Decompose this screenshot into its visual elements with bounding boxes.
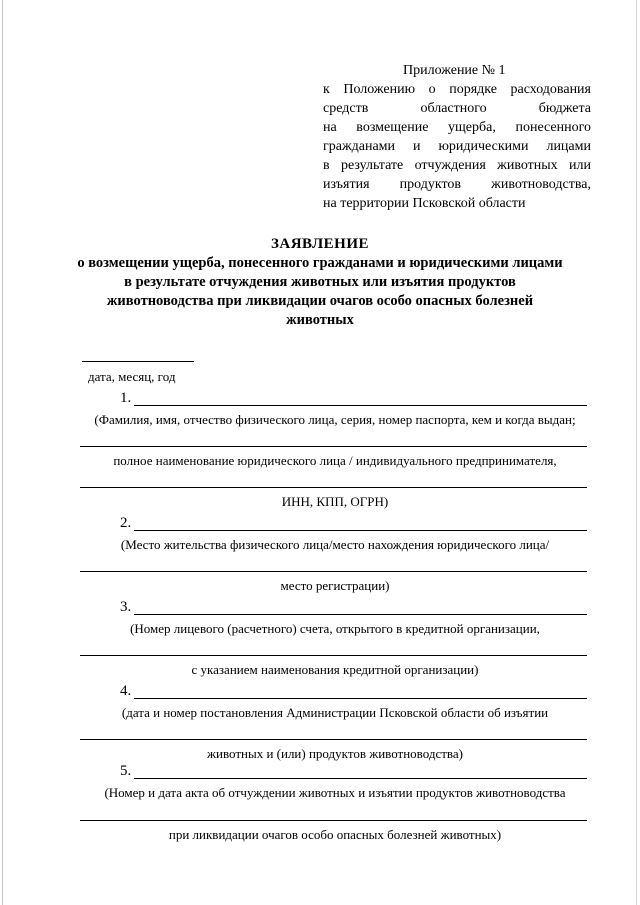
appendix-block [323,61,591,213]
title-heading: ЗАЯВЛЕНИЕ [270,236,370,252]
field-5-number: 5. [120,763,132,779]
field-3-input-line[interactable] [134,614,587,615]
field-3-input-line[interactable] [80,655,587,656]
scan-edge-right [636,0,637,905]
field-4-input-line[interactable] [134,698,587,699]
field-3-number: 3. [120,599,132,615]
field-2-number: 2. [120,515,132,531]
field-1-hint: (Фамилия, имя, отчество физического лица, серия, номер паспорта, кем и когда выдан; [94,412,576,427]
title-line: о возмещении ущерба, понесенного гражданами и юридическими лицами [77,255,563,271]
appendix-line: к Положению о порядке расходования [323,82,591,97]
field-1-input-line[interactable] [134,405,587,406]
field-4-hint: животных и (или) продуктов животноводства) [207,746,463,761]
appendix-line: в результате отчуждения животных или [323,158,591,173]
date-input-line[interactable] [82,361,194,362]
field-2-input-line[interactable] [134,530,587,531]
scan-edge-left [2,0,3,905]
field-1-input-line[interactable] [80,446,587,447]
field-3-hint: с указанием наименования кредитной организации) [191,662,479,677]
title-line: животноводства при ликвидации очагов особо опасных болезней [106,293,534,309]
field-5-hint: при ликвидации очагов особо опасных болезней животных) [168,827,502,842]
field-2-hint: (Место жительства физического лица/место нахождения юридического лица/ [120,537,550,552]
field-4-input-line[interactable] [80,739,587,740]
field-4-number: 4. [120,683,132,699]
field-2-hint: место регистрации) [280,578,390,593]
appendix-number: Приложение № 1 [403,63,506,78]
field-5-hint: (Номер и дата акта об отчуждении животных и изъятии продуктов животноводства [104,785,566,800]
title-line: животных [286,312,354,328]
appendix-line: изъятия продуктов животноводства, [323,177,591,192]
appendix-line: на территории Псковской области [323,196,526,211]
field-1-hint: полное наименование юридического лица / индивидуального предпринимателя, [113,453,557,468]
field-1-number: 1. [120,390,132,406]
field-1-input-line[interactable] [80,487,587,488]
appendix-line: средств областного бюджета [323,101,591,116]
title-line: в результате отчуждения животных или изъятия продуктов [124,274,516,290]
field-3-hint: (Номер лицевого (расчетного) счета, открытого в кредитной организации, [130,621,540,636]
appendix-line: на возмещение ущерба, понесенного [323,120,591,135]
document-title [0,235,640,330]
field-1-hint: ИНН, КПП, ОГРН) [281,494,389,509]
date-caption: дата, месяц, год [88,369,176,384]
field-2-input-line[interactable] [80,571,587,572]
field-5-input-line[interactable] [80,820,587,821]
field-5-input-line[interactable] [134,778,587,779]
appendix-line: гражданами и юридическими лицами [323,139,591,154]
field-4-hint: (дата и номер постановления Администрации Псковской области об изъятии [121,705,549,720]
